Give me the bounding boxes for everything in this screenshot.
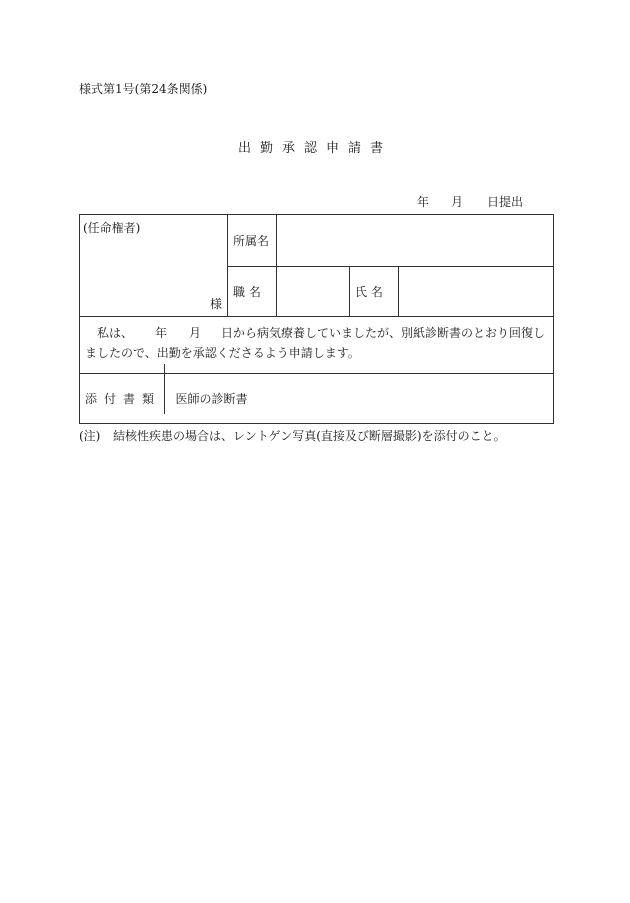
authority-cell	[80, 215, 228, 317]
application-table	[79, 214, 554, 424]
position-field[interactable]	[277, 267, 350, 317]
page-title: 出勤承認申請書	[237, 141, 392, 156]
day-submit-label: 日提出	[487, 195, 524, 209]
position-label: 職 名	[228, 267, 277, 317]
footnote	[79, 427, 506, 444]
statement-year: 年	[155, 326, 168, 340]
affiliation-label: 所属名	[228, 215, 277, 267]
year-label: 年	[417, 195, 430, 209]
name-label: 氏 名	[350, 267, 399, 317]
attachment-value: 医師の診断書	[228, 374, 554, 424]
attachment-divider	[164, 364, 165, 414]
attachment-label: 添付書類	[80, 374, 228, 424]
month-label: 月	[451, 195, 464, 209]
authority-label: (任命権者)	[83, 221, 141, 235]
submission-date-line	[417, 193, 523, 210]
statement-month: 月	[189, 326, 202, 340]
statement-part1: 私は、	[97, 326, 134, 340]
statement-text	[80, 317, 554, 374]
affiliation-field[interactable]	[277, 215, 554, 267]
name-field[interactable]	[399, 267, 554, 317]
footnote-text: 結核性疾患の場合は、レントゲン写真(直接及び断層撮影)を添付のこと。	[113, 429, 506, 443]
footnote-head: (注)	[79, 429, 101, 443]
statement-part2: 日から病気療養していましたが、別紙診断書のとおり回復しましたので、出勤を承認くださるよう申請します。	[85, 326, 546, 360]
form-number: 様式第1号(第24条関係)	[79, 82, 208, 96]
sama-label: 様	[209, 297, 222, 311]
